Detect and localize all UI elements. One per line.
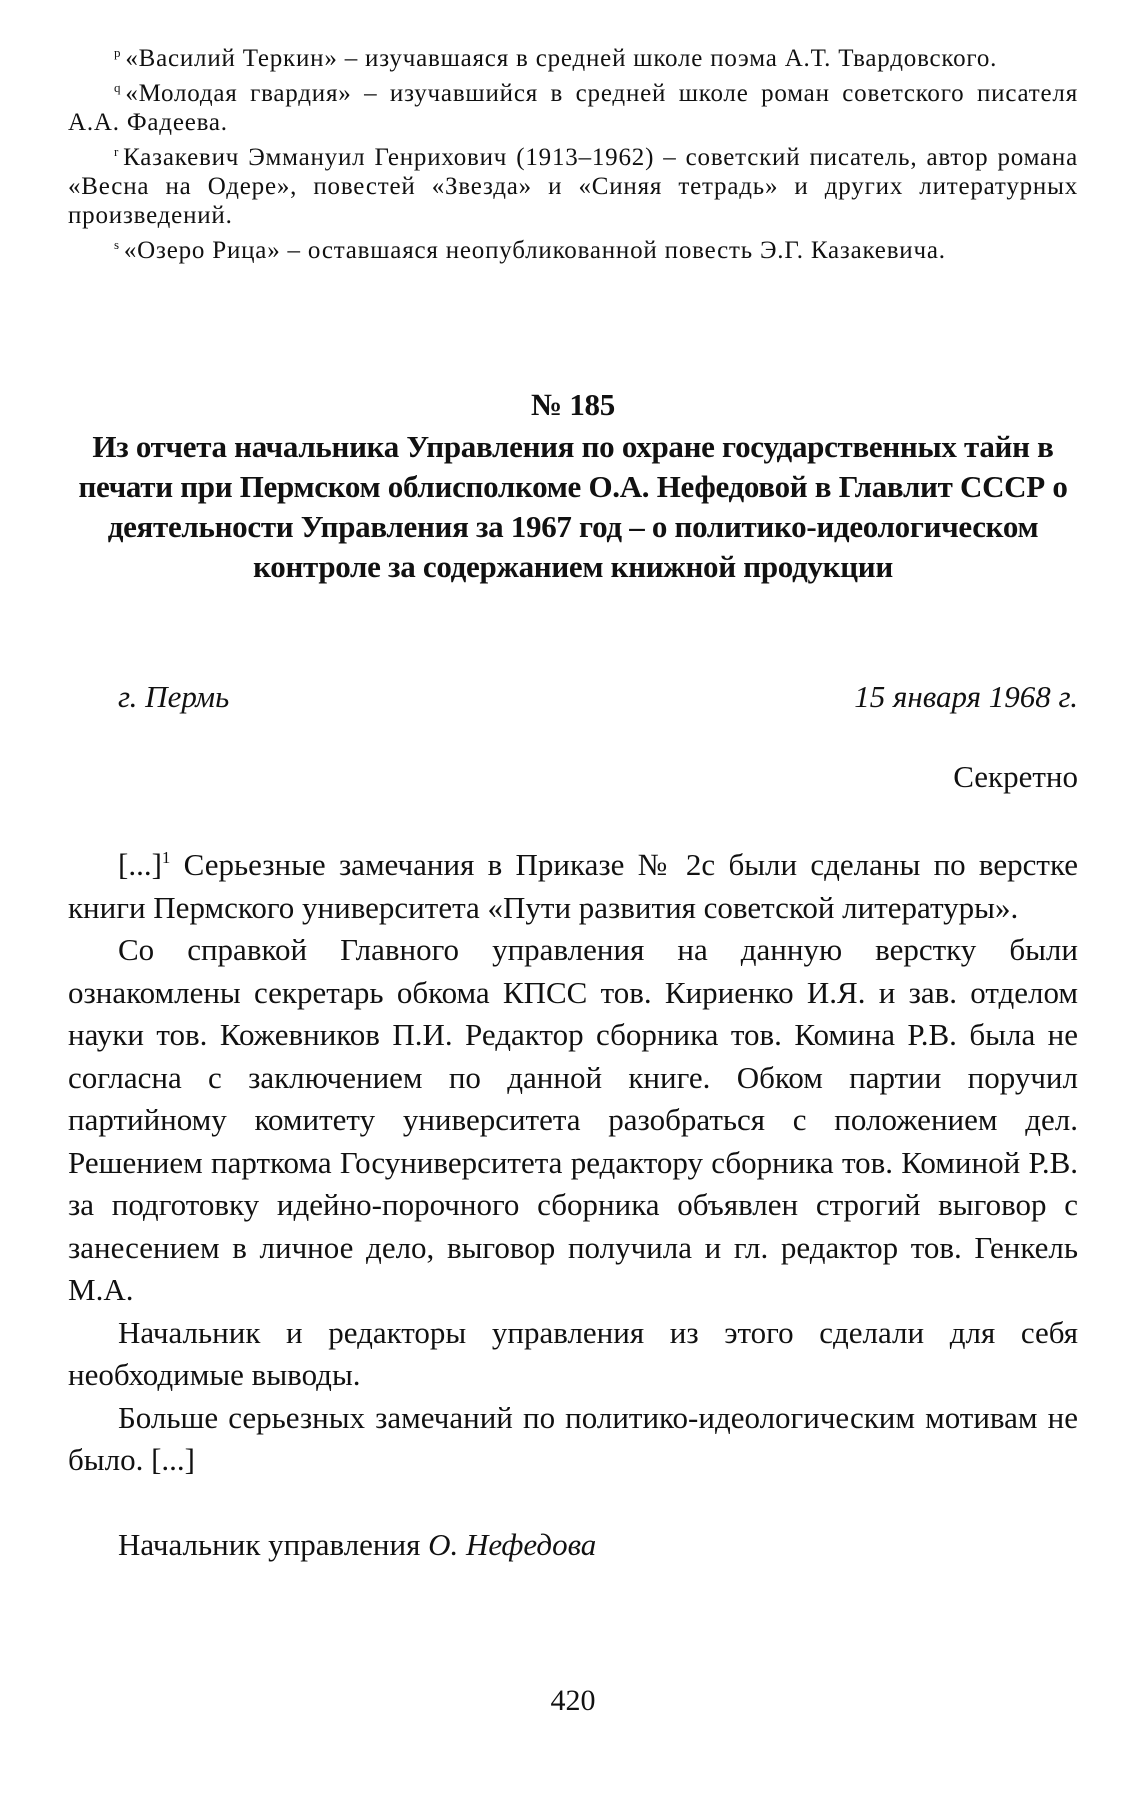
page-number: 420 <box>550 1684 596 1717</box>
document-place: г. Пермь <box>118 679 230 714</box>
footnotes <box>68 38 1078 265</box>
body-paragraph: Со справкой Главного управления на данную верстку были ознакомлены секретарь обкома КПСС тов. Кириенко И.Я. и зав. отделом науки тов. Кожевников П.И. Редактор сборника тов. Комина Р.В. была не согласна с заключением по данной книге. Обком партии поручил партийному комитету университета разобраться с положением дел. Решением парткома Госуниверситета редактору сборника тов. Коминой Р.В. за подготовку идейно-порочного сборника объявлен строгий выговор с занесением в личное дело, выговор получила и гл. редактор тов. Генкель М.А. <box>68 932 1078 1307</box>
document-heading <box>68 385 1078 587</box>
footnote-text: «Молодая гвардия» – изучавшийся в средней школе роман советского писателя А.А. Фадеева. <box>68 80 1078 136</box>
footnote <box>68 73 1078 137</box>
body-paragraph: Больше серьезных замечаний по политико-идеологическим мотивам не было. [...] <box>68 1399 1078 1477</box>
footnote <box>68 137 1078 230</box>
signatory-name: О. Нефедова <box>428 1527 597 1562</box>
footnote-text: «Озеро Рица» – оставшаяся неопубликованной повесть Э.Г. Казакевича. <box>123 237 946 264</box>
signatory-position: Начальник управления <box>118 1527 421 1562</box>
footnote-text: Казакевич Эммануил Генрихович (1913–1962) – советский писатель, автор романа «Весна на Одере», повестей «Звезда» и «Синяя тетрадь» и других литературных произведений. <box>68 144 1078 229</box>
document-number: № 185 <box>531 387 615 422</box>
body-paragraph <box>68 837 1078 929</box>
footnote-mark: q <box>114 80 122 95</box>
paragraph-text: Серьезные замечания в Приказе № 2с были сделаны по верстке книги Пермского университета «Пути развития советской литературы». <box>68 847 1078 925</box>
document-title: Из отчета начальника Управления по охране государственных тайн в печати при Пермском облисполкоме О.А. Нефедовой в Главлит СССР о деятельности Управления за 1967 год – о политико-идеологическом контроле за содержанием книжной продукции <box>78 429 1068 584</box>
body-paragraph: Начальник и редакторы управления из этого сделали для себя необходимые выводы. <box>68 1314 1078 1392</box>
omission-mark: [...] <box>118 847 162 882</box>
classification-label: Секретно <box>953 759 1078 794</box>
document-date: 15 января 1968 г. <box>854 679 1078 714</box>
footnote-mark: р <box>114 45 122 60</box>
footnote-text: «Василий Теркин» – изучавшаяся в средней школе поэма А.Т. Твардовского. <box>125 45 998 72</box>
note-reference: 1 <box>161 848 171 867</box>
footnote <box>68 38 1078 73</box>
signature-line <box>118 1525 596 1565</box>
footnote-mark: s <box>114 237 120 252</box>
footnote <box>68 230 1078 265</box>
footnote-mark: r <box>114 144 120 159</box>
document-body <box>68 837 1078 1482</box>
